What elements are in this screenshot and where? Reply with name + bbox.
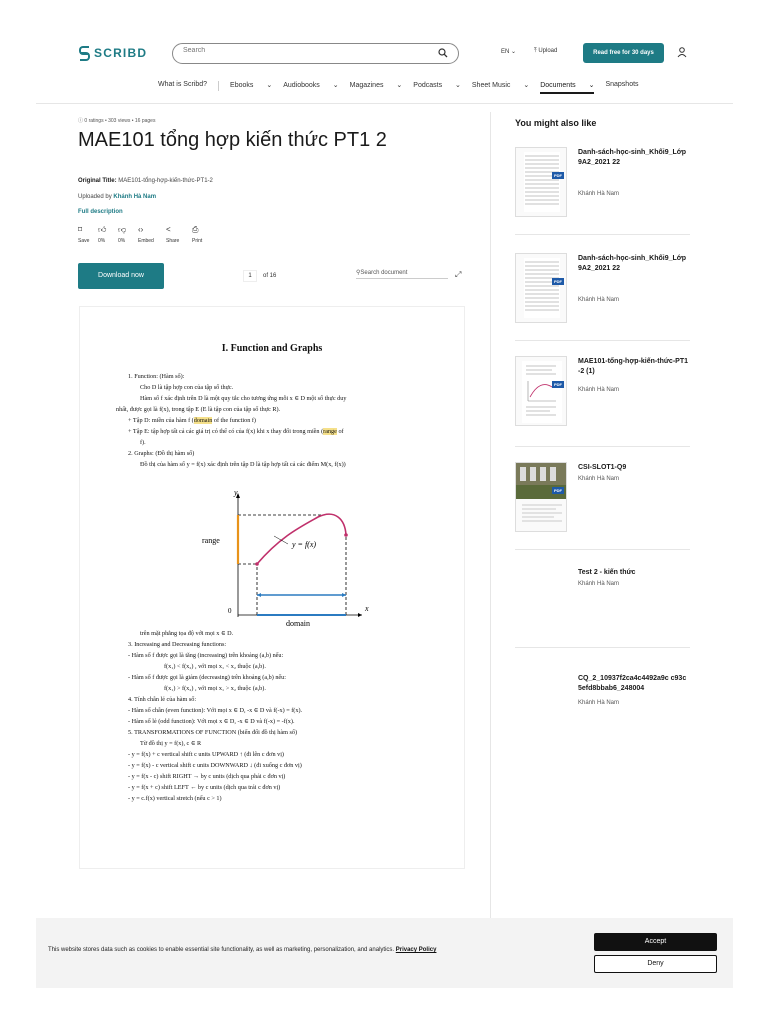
graph-y-label: y	[234, 488, 238, 497]
nav-ebooks-label: Ebooks	[230, 82, 254, 89]
doc-line	[128, 417, 256, 424]
language-label: EN	[501, 49, 510, 55]
doc-line: f(x₁) < f(x₂) , với mọi x₁ < x₂ thuộc (a,b).	[164, 663, 266, 670]
doc-line: f(x₁) > f(x₂) , với mọi x₁ > x₂ thuộc (a,b).	[164, 685, 266, 692]
nav-sheet-music-label: Sheet Music	[471, 82, 511, 89]
doc-line: - Hàm số f được gọi là tăng (increasing) trên khoảng (a,b) nếu:	[128, 652, 284, 659]
document-search[interactable]	[356, 269, 448, 279]
graph-range-label: range	[202, 536, 220, 545]
like-label: 0%	[98, 238, 106, 244]
share-icon: <	[166, 225, 171, 234]
doc-text: + Tập D: miền của hàm f (	[128, 417, 194, 424]
original-title-value: MAE101-tổng-hợp-kiến-thức-PT1-2	[118, 178, 213, 184]
original-title-label: Original Title:	[78, 178, 117, 184]
uploaded-by	[78, 194, 156, 200]
doc-line: - y = f(x) - c vertical shift c units DOWNWARD ↓ (đi xuống c đơn vị)	[128, 762, 302, 769]
spreadsheet-preview	[516, 254, 567, 323]
uploader-link[interactable]: Khánh Hà Nam	[113, 194, 157, 200]
search-icon: ⚲	[356, 270, 361, 276]
page-navigator	[243, 270, 276, 282]
bookmark-icon: ⌑	[78, 225, 83, 234]
scribd-logo-icon	[78, 45, 90, 61]
recommendation-author: Khánh Hà Nam	[578, 581, 620, 587]
info-icon: ⓘ	[78, 118, 84, 124]
graph-origin: 0	[228, 607, 232, 615]
embed-label: Embed	[138, 238, 154, 244]
nav-what-is-scribd[interactable]: What is Scribd?	[158, 81, 208, 88]
doc-heading: I. Function and Graphs	[221, 343, 323, 354]
original-title	[78, 178, 213, 184]
search-box[interactable]	[172, 43, 459, 64]
doc-line: - y = f(x - c) shift RIGHT → by c units (dịch qua phải c đơn vị)	[128, 773, 286, 780]
nav-audiobooks-label: Audiobooks	[283, 82, 320, 89]
language-selector[interactable]	[501, 48, 516, 55]
recommendation-author: Khánh Hà Nam	[578, 476, 620, 482]
document-thumbnail[interactable]	[515, 462, 567, 532]
document-thumbnail[interactable]	[515, 253, 567, 323]
save-button[interactable]	[78, 225, 96, 244]
doc-line	[128, 428, 344, 435]
document-thumbnail[interactable]	[515, 356, 567, 426]
page-total: of 16	[263, 273, 277, 279]
doc-line: - y = f(x + c) shift LEFT ← by c units (dịch qua trái c đơn vị)	[128, 784, 281, 791]
nav-documents[interactable]: Documents ⌄	[540, 81, 594, 94]
recommendation-author: Khánh Hà Nam	[578, 387, 620, 393]
logo-text: SCRIBD	[94, 46, 148, 60]
nav-audiobooks[interactable]: Audiobooks ⌄	[283, 82, 339, 89]
nav-sheet-music[interactable]: Sheet Music ⌄	[471, 82, 530, 89]
document-search-placeholder: Search document	[360, 270, 408, 276]
doc-line: Từ đồ thị y = f(x), c ∈ R	[140, 740, 202, 747]
search-input[interactable]	[183, 47, 423, 54]
upload-icon: ⤒	[534, 48, 537, 54]
chevron-down-icon: ⌄	[511, 49, 517, 55]
doc-line: - y = c.f(x) vertical stretch (nếu c > 1)	[128, 795, 222, 802]
embed-button[interactable]	[138, 225, 164, 244]
category-nav	[158, 81, 650, 94]
function-graph	[200, 487, 370, 627]
nav-magazines[interactable]: Magazines ⌄	[349, 82, 403, 89]
pdf-badge: PDF	[554, 279, 562, 284]
thumbs-down-icon: 👎︎	[118, 225, 127, 234]
thumbs-up-icon: 👍︎	[98, 225, 107, 234]
upload-label: Upload	[538, 48, 558, 54]
photo-preview	[516, 463, 567, 532]
pdf-badge: PDF	[554, 382, 562, 387]
user-icon[interactable]	[676, 46, 688, 58]
top-bar	[36, 36, 733, 104]
like-button[interactable]	[98, 225, 116, 244]
nav-ebooks[interactable]: Ebooks ⌄	[230, 82, 273, 89]
doc-line: - y = f(x) + c vertical shift c units UPWARD ↑ (đi lên c đơn vị)	[128, 751, 284, 758]
doc-line: - Hàm số lẻ (odd function): Với mọi x ∈ D, -x ∈ D và f(-x) = -f(x).	[128, 718, 295, 725]
divider	[515, 647, 690, 648]
doc-line: 4. Tính chẵn lẻ của hàm số:	[128, 696, 197, 703]
nav-podcasts[interactable]: Podcasts ⌄	[413, 82, 461, 89]
cookie-message: This website stores data such as cookies to enable essential site functionality, as well as marketing, personalization, and analytics.	[48, 947, 395, 953]
doc-line: 5. TRANSFORMATIONS OF FUNCTION (biến đổi đồ thị hàm số)	[128, 729, 298, 736]
divider	[515, 446, 690, 447]
nav-magazines-label: Magazines	[349, 82, 384, 89]
accept-button[interactable]: Accept	[594, 933, 717, 951]
recommendation-author: Khánh Hà Nam	[578, 191, 620, 197]
deny-button[interactable]: Deny	[594, 955, 717, 973]
doc-line: trên mặt phẳng tọa độ với mọi x ∈ D.	[140, 630, 234, 637]
doc-stats	[78, 117, 155, 124]
highlight-domain: domain	[193, 417, 213, 424]
nav-snapshots[interactable]: Snapshots	[605, 81, 639, 88]
print-button[interactable]	[192, 225, 210, 244]
sidebar-title: You might also like	[515, 118, 597, 128]
page-number-input[interactable]: 1	[243, 270, 257, 282]
pdf-badge: PDF	[554, 173, 562, 178]
divider	[515, 549, 690, 550]
scribd-logo[interactable]	[78, 44, 147, 62]
recommendation-author: Khánh Hà Nam	[578, 297, 620, 303]
cookie-banner	[36, 918, 733, 988]
highlight-range: range	[323, 428, 337, 435]
save-label: Save	[78, 238, 90, 244]
nav-divider	[218, 81, 219, 91]
graph-curve-label: y = f(x)	[292, 540, 317, 549]
read-free-button[interactable]: Read free for 30 days	[583, 43, 664, 63]
search-icon[interactable]	[438, 48, 448, 58]
embed-icon: ‹›	[138, 225, 144, 234]
document-page	[79, 306, 465, 869]
doc-line: Cho D là tập hợp con của tập số thực.	[140, 384, 234, 391]
doc-line: - Hàm số chẵn (even function): Với mọi x ∈ D, -x ∈ D và f(-x) = f(x).	[128, 707, 303, 714]
doc-line: 3. Increasing and Decreasing functions:	[128, 641, 227, 648]
nav-podcasts-label: Podcasts	[413, 82, 443, 89]
pdf-badge: PDF	[554, 488, 562, 493]
doc-text: of the function f)	[212, 417, 256, 424]
doc-text: + Tập E: tập hợp tất cả các giá trị có thể có của f(x) khi x thay đổi trong miền (	[128, 428, 324, 435]
document-preview	[516, 357, 567, 426]
graph-domain-label: domain	[286, 619, 310, 627]
divider	[515, 340, 690, 341]
cookie-text	[48, 947, 436, 953]
sidebar-divider	[490, 112, 491, 918]
spreadsheet-preview	[516, 148, 567, 217]
doc-line: Đồ thị của hàm số y = f(x) xác định trên tập D là tập hợp tất cả các điểm M(x, f(x))	[140, 461, 346, 468]
recommendation-title[interactable]: MAE101-tổng-hợp-kiến-thức-PT1-2 (1)	[578, 358, 688, 375]
upload-button[interactable]	[534, 48, 557, 55]
recommendation-title[interactable]: Danh-sách-học-sinh_Khối9_Lớp9A2_2021 22	[578, 149, 687, 166]
share-button[interactable]	[166, 225, 190, 244]
doc-stats-text: 0 ratings • 303 views • 16 pages	[84, 118, 156, 124]
graph-x-label: x	[365, 604, 369, 613]
recommendation-author: Khánh Hà Nam	[578, 700, 620, 706]
privacy-policy-link[interactable]: Privacy Policy	[395, 947, 437, 953]
recommendation-title[interactable]: CQ_2_10937f2ca4c4492a9c c93c5efd8bbab6_248004	[578, 675, 687, 692]
uploaded-by-label: Uploaded by	[78, 194, 112, 200]
doc-line: nhất, được gọi là f(x), trong tập E (E là tập con của tập số thực R).	[116, 406, 281, 413]
doc-line: Hàm số f xác định trên D là một quy tắc cho tương ứng mỗi x ∈ D một số thực duy	[140, 395, 347, 402]
document-thumbnail[interactable]	[515, 147, 567, 217]
full-description-link[interactable]: Full description	[78, 209, 123, 215]
print-icon: ⎙	[192, 225, 199, 234]
dislike-button[interactable]	[118, 225, 136, 244]
doc-actions	[78, 225, 212, 244]
doc-line: f).	[140, 439, 146, 446]
divider	[515, 234, 690, 235]
recommendation-title[interactable]: CSI-SLOT1-Q9	[578, 464, 627, 471]
page-title: MAE101 tổng hợp kiến thức PT1 2	[78, 129, 387, 151]
doc-line: 2. Graphs: (Đồ thị hàm số)	[128, 450, 195, 457]
fullscreen-icon[interactable]: ⤢	[455, 270, 462, 279]
recommendation-title[interactable]: Test 2 - kiến thức	[578, 569, 636, 576]
recommendation-title[interactable]: Danh-sách-học-sinh_Khối9_Lớp9A2_2021 22	[578, 255, 687, 272]
download-button[interactable]: Download now	[78, 263, 164, 289]
print-label: Print	[192, 238, 203, 244]
doc-text: of	[336, 428, 344, 435]
doc-line: 1. Function: (Hàm số):	[128, 373, 185, 380]
dislike-label: 0%	[118, 238, 126, 244]
share-label: Share	[166, 238, 180, 244]
nav-documents-label: Documents	[540, 82, 576, 89]
doc-line: - Hàm số f được gọi là giảm (decreasing) trên khoảng (a,b) nếu:	[128, 674, 286, 681]
